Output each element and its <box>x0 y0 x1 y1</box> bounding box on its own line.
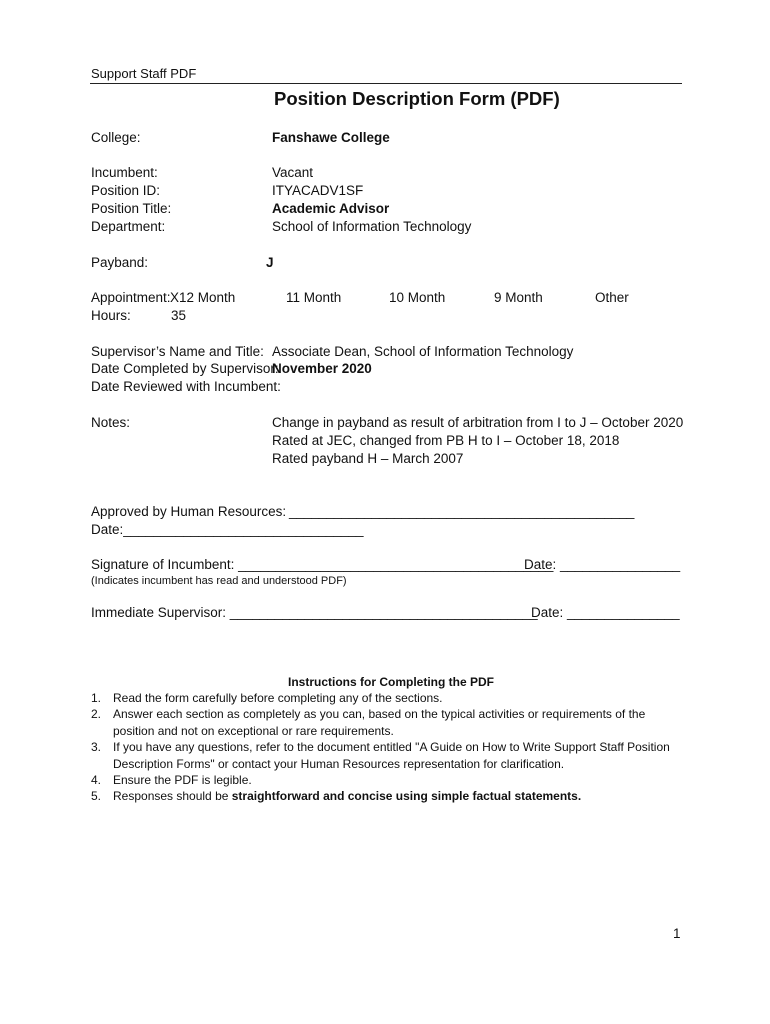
position-id-value: ITYACADV1SF <box>272 183 364 198</box>
list-item-text-emphasis: straightforward and concise using simple factual statements. <box>231 789 582 804</box>
supervisor-name-value: Associate Dean, School of Information Technology <box>272 344 574 359</box>
incumbent-signature-note: (Indicates incumbent has read and understood PDF) <box>91 575 347 587</box>
list-item <box>91 690 681 706</box>
supervisor-signature-line: Immediate Supervisor: _________________________________________ <box>91 605 538 620</box>
list-item-text-prefix: Responses should be <box>113 789 232 804</box>
hr-approval-date: Date:________________________________ <box>91 522 364 537</box>
position-title-label: Position Title: <box>91 201 172 216</box>
date-completed-label: Date Completed by Supervisor: <box>91 361 279 376</box>
date-reviewed-label: Date Reviewed with Incumbent: <box>91 379 281 394</box>
list-item-text <box>113 788 681 804</box>
hours-label: Hours: <box>91 308 131 323</box>
college-value: Fanshawe College <box>272 130 390 145</box>
list-item-number: 1. <box>91 691 102 705</box>
supervisor-name-label: Supervisor’s Name and Title: <box>91 344 264 359</box>
college-label: College: <box>91 130 141 145</box>
page-title: Position Description Form (PDF) <box>274 88 560 109</box>
appointment-label: Appointment: <box>91 290 171 305</box>
notes-line: Change in payband as result of arbitration from I to J – October 2020 <box>272 415 684 430</box>
list-item <box>91 772 681 788</box>
page-number: 1 <box>673 926 681 941</box>
hr-approval-line: ______________________________________________ <box>289 504 635 519</box>
list-item-text: Read the form carefully before completing any of the sections. <box>113 691 443 705</box>
payband-label: Payband: <box>91 255 149 270</box>
position-id-label: Position ID: <box>91 183 161 198</box>
appointment-option-10: 10 Month <box>389 290 446 305</box>
instructions-title: Instructions for Completing the PDF <box>288 675 494 689</box>
supervisor-signature-date: Date: _______________ <box>531 605 680 620</box>
appointment-option-9: 9 Month <box>494 290 543 305</box>
payband-value: J <box>266 255 274 270</box>
notes-line: Rated at JEC, changed from PB H to I – October 18, 2018 <box>272 433 620 448</box>
list-item-text: Ensure the PDF is legible. <box>113 773 252 788</box>
appointment-option-x12: X12 Month <box>170 290 236 305</box>
list-item-number: 2. <box>91 707 102 722</box>
appointment-option-other: Other <box>595 290 629 305</box>
header-label: Support Staff PDF <box>91 66 197 81</box>
list-item-text: Answer each section as completely as you can, based on the typical activities or requirements of the position and not on exceptional or rare requirements. <box>113 707 646 738</box>
hr-approval-label: Approved by Human Resources: <box>91 504 287 519</box>
appointment-option-11: 11 Month <box>286 290 342 305</box>
list-item-text: If you have any questions, refer to the document entitled "A Guide on How to Write Support Staff Position Description Forms" or contact your Human Resources representation for clarification. <box>113 740 670 771</box>
header-divider <box>90 83 682 84</box>
incumbent-signature-line: Signature of Incumbent: __________________________________________ <box>91 557 554 572</box>
notes-label: Notes: <box>91 415 131 430</box>
list-item-number: 5. <box>91 789 102 804</box>
department-value: School of Information Technology <box>272 219 472 234</box>
incumbent-label: Incumbent: <box>91 165 158 180</box>
date-completed-value: November 2020 <box>272 361 372 376</box>
incumbent-signature-date: Date: ________________ <box>524 557 681 572</box>
department-label: Department: <box>91 219 166 234</box>
list-item <box>91 788 681 804</box>
list-item <box>91 739 681 772</box>
position-title-value: Academic Advisor <box>272 201 390 216</box>
incumbent-value: Vacant <box>272 165 314 180</box>
instructions-list <box>91 690 681 805</box>
list-item-number: 3. <box>91 740 102 755</box>
list-item <box>91 706 681 739</box>
hours-value: 35 <box>171 308 187 323</box>
notes-line: Rated payband H – March 2007 <box>272 451 464 466</box>
list-item-number: 4. <box>91 773 102 788</box>
